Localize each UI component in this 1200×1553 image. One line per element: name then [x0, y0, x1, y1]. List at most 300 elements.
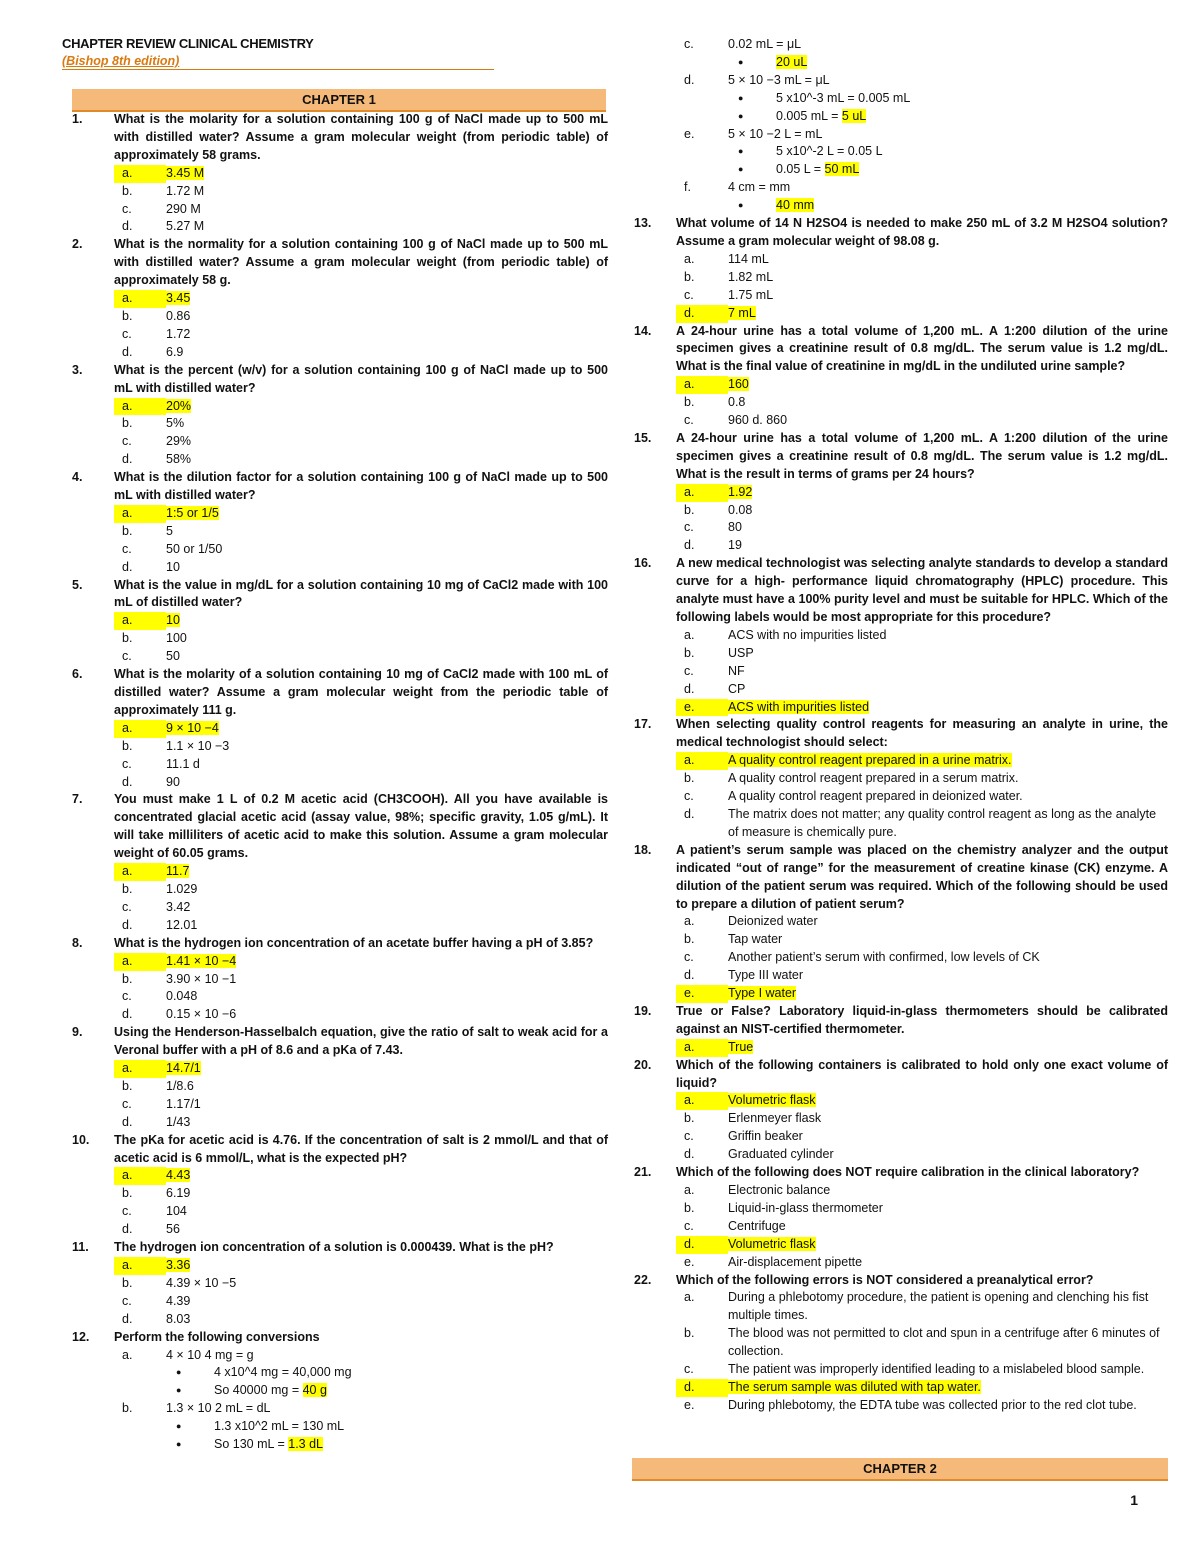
question-number: 3.: [72, 362, 83, 377]
option-letter: d.: [684, 806, 695, 821]
question-number: 15.: [634, 430, 652, 445]
question-number: 13.: [634, 216, 652, 231]
question-number: 1.: [72, 112, 83, 126]
question-number: 11.: [72, 1240, 89, 1255]
answer-option: [634, 627, 1168, 645]
option-letter: a.: [684, 1183, 695, 1197]
question: [634, 215, 1168, 251]
bullet-icon: ●: [738, 56, 744, 67]
option-label: 11.1 d: [166, 756, 200, 771]
option-letter: a.: [684, 1290, 695, 1305]
option-letter: c.: [684, 1362, 694, 1377]
option-letter: a.: [114, 290, 166, 308]
question-number: 14.: [634, 323, 652, 338]
option-letter: f.: [684, 180, 691, 195]
option-text: [166, 1311, 608, 1329]
option-letter: a.: [122, 1347, 133, 1362]
question-text: What is the value in mg/dL for a solution containing 10 mg of CaCl2 made with 100 mL of distilled water?: [114, 577, 608, 610]
option-text: [166, 1078, 608, 1096]
option-text: [728, 699, 1168, 717]
option-text: [728, 1361, 1168, 1379]
option-text: [166, 1400, 608, 1418]
option-text: [728, 967, 1168, 985]
answer-option: [634, 913, 1168, 931]
answer-option: [634, 72, 1168, 90]
option-label: Graduated cylinder: [728, 1147, 834, 1162]
answer-option: [72, 1167, 608, 1185]
option-letter: b.: [684, 395, 695, 410]
question: [72, 1239, 608, 1257]
question-text: A patient’s serum sample was placed on the chemistry analyzer and the output indicated “out of range” for the measurement of creatine kinase (CK) enzyme. A dilution of the patient serum was required. Which of the following should be used to prepare a dilution of patient serum?: [676, 842, 1168, 911]
answer-option: [634, 1254, 1168, 1272]
answer-option: [72, 541, 608, 559]
question: [72, 935, 608, 953]
option-letter: d.: [684, 1147, 695, 1162]
question-text: A 24-hour urine has a total volume of 1,200 mL. A 1:200 dilution of the urine specimen gives a creatinine result of 0.8 mg/dL. The serum value is 1.2 mg/dL. What is the result in terms of grams per 24 hours?: [676, 430, 1168, 481]
question-text: Which of the following containers is calibrated to hold only one exact volume of liquid?: [676, 1057, 1168, 1090]
option-letter: d.: [122, 1007, 133, 1022]
question: [72, 577, 608, 613]
answer-option: [634, 1200, 1168, 1218]
option-label: 8.03: [166, 1311, 191, 1326]
option-letter: a.: [676, 1092, 728, 1110]
answer-option: [72, 433, 608, 451]
highlighted-answer: 4.43: [166, 1168, 191, 1183]
option-letter: e.: [684, 1397, 695, 1412]
answer-option: [634, 949, 1168, 967]
question-number: 21.: [634, 1165, 652, 1180]
option-letter: b.: [684, 771, 695, 786]
answer-option: [72, 398, 608, 416]
option-label: 0.86: [166, 308, 191, 323]
option-text: [728, 412, 1168, 430]
option-text: [728, 1146, 1168, 1164]
answer-option: [72, 1096, 608, 1114]
option-label: CP: [728, 681, 746, 696]
option-label: 4 × 10 4 mg = g: [166, 1347, 254, 1362]
chapter-1-heading: CHAPTER 1: [72, 89, 606, 112]
question-text: The pKa for acetic acid is 4.76. If the concentration of salt is 2 mmol/L and that of acetic acid is 6 mmol/L, what is the expected pH?: [114, 1132, 608, 1165]
bullet-label: So 40000 mg =: [214, 1383, 303, 1398]
option-letter: b.: [122, 971, 133, 986]
option-text: [728, 376, 1168, 394]
option-letter: e.: [676, 985, 728, 1003]
answer-option: [72, 774, 608, 792]
answer-option: [634, 1092, 1168, 1110]
option-letter: c.: [122, 899, 132, 914]
option-text: [166, 988, 608, 1006]
option-text: [166, 648, 608, 666]
option-letter: d.: [122, 774, 133, 789]
answer-option: [72, 1275, 608, 1293]
option-text: [728, 251, 1168, 269]
option-letter: c.: [684, 1218, 694, 1233]
bullet-item: [72, 1418, 608, 1436]
option-label: 0.8: [728, 395, 746, 410]
answer-option: [72, 505, 608, 523]
option-label: 4.39 × 10 −5: [166, 1275, 237, 1290]
bullet-label: 1.3 x10^2 mL = 130 mL: [214, 1419, 345, 1434]
answer-option: [634, 645, 1168, 663]
bullet-item: [72, 1382, 608, 1400]
document-title: CHAPTER REVIEW CLINICAL CHEMISTRY: [62, 36, 314, 51]
bullet-text: [776, 143, 883, 161]
answer-option: [634, 1325, 1168, 1361]
option-text: [728, 1325, 1168, 1361]
option-letter: d.: [684, 681, 695, 696]
answer-option: [72, 917, 608, 935]
option-letter: a.: [676, 752, 728, 770]
question: [634, 1272, 1168, 1290]
bullet-label: 0.05 L =: [776, 162, 825, 177]
question-text: What is the molarity for a solution containing 100 g of NaCl made up to 500 mL with distilled water? Assume a gram molecular weight (from periodic table) of approximately 58 grams.: [114, 112, 608, 162]
option-text: [728, 537, 1168, 555]
highlighted-answer: 20 uL: [776, 54, 808, 69]
option-text: [166, 541, 608, 559]
question-text: What volume of 14 N H2SO4 is needed to make 250 mL of 3.2 M H2SO4 solution? Assume a gram molecular weight of 98.08 g.: [676, 216, 1168, 248]
option-letter: c.: [122, 1293, 132, 1308]
highlighted-answer: The serum sample was diluted with tap water.: [728, 1379, 981, 1394]
highlighted-answer: Volumetric flask: [728, 1236, 816, 1251]
answer-option: [72, 720, 608, 738]
option-letter: b.: [684, 932, 695, 947]
option-label: 0.15 × 10 −6: [166, 1007, 237, 1022]
option-letter: b.: [122, 738, 133, 753]
option-letter: b.: [122, 416, 133, 431]
option-letter: b.: [122, 1275, 133, 1290]
option-label: Erlenmeyer flask: [728, 1111, 822, 1126]
question: [72, 791, 608, 863]
answer-option: [634, 1289, 1168, 1325]
answer-option: [72, 326, 608, 344]
highlighted-answer: 3.36: [166, 1258, 191, 1272]
answer-option: [634, 1039, 1168, 1057]
question-text: What is the normality for a solution containing 100 g of NaCl made up to 500 mL with distilled water? Assume a gram molecular weight (from periodic table) of approximately 58 g.: [114, 237, 608, 288]
answer-option: [72, 971, 608, 989]
option-text: [728, 806, 1168, 842]
option-text: [728, 1379, 1168, 1397]
question: [72, 1132, 608, 1168]
option-text: [166, 971, 608, 989]
option-label: 1.72: [166, 326, 191, 341]
option-text: [166, 1293, 608, 1311]
option-text: [166, 756, 608, 774]
option-label: 5.27 M: [166, 219, 205, 234]
option-text: [728, 269, 1168, 287]
answer-option: [634, 931, 1168, 949]
answer-option: [634, 1146, 1168, 1164]
highlighted-answer: 40 mm: [776, 198, 815, 213]
question: [634, 716, 1168, 752]
option-label: USP: [728, 645, 754, 660]
option-letter: a.: [676, 484, 728, 502]
answer-option: [72, 738, 608, 756]
option-letter: e.: [684, 1254, 695, 1269]
question: [72, 469, 608, 505]
option-label: ACS with no impurities listed: [728, 627, 887, 642]
bullet-icon: ●: [176, 1439, 182, 1450]
option-letter: a.: [684, 627, 695, 642]
option-letter: d.: [122, 1222, 133, 1237]
bullet-icon: ●: [176, 1385, 182, 1396]
option-text: [728, 1182, 1168, 1200]
answer-option: [634, 1182, 1168, 1200]
answer-option: [72, 290, 608, 308]
option-letter: d.: [122, 219, 133, 234]
bullet-text: [214, 1436, 323, 1454]
option-label: The patient was improperly identified leading to a mislabeled blood sample.: [728, 1362, 1145, 1377]
question: [634, 323, 1168, 377]
question-text: What is the percent (w/v) for a solution containing 100 g of NaCl made up to 500 mL with distilled water?: [114, 362, 608, 395]
highlighted-answer: 160: [728, 377, 749, 392]
question-text: The hydrogen ion concentration of a solution is 0.000439. What is the pH?: [114, 1240, 554, 1255]
option-label: 0.02 mL = μL: [728, 37, 802, 51]
option-letter: b.: [122, 1078, 133, 1093]
option-letter: c.: [684, 520, 694, 535]
option-label: 1/8.6: [166, 1078, 194, 1093]
question-number: 19.: [634, 1003, 652, 1018]
highlighted-answer: 5 uL: [841, 108, 867, 123]
question: [634, 1164, 1168, 1182]
right-column: [634, 36, 1168, 1415]
option-text: [728, 627, 1168, 645]
answer-option: [72, 559, 608, 577]
option-text: [166, 433, 608, 451]
highlighted-answer: 1.41 × 10 −4: [166, 953, 237, 968]
answer-option: [634, 519, 1168, 537]
answer-option: [634, 663, 1168, 681]
answer-option: [72, 630, 608, 648]
question-number: 17.: [634, 717, 652, 732]
option-text: [728, 484, 1168, 502]
option-text: [728, 663, 1168, 681]
option-letter: b.: [684, 1326, 695, 1341]
option-letter: a.: [114, 720, 166, 738]
highlighted-answer: 50 mL: [824, 162, 860, 177]
option-text: [166, 917, 608, 935]
bullet-item: [634, 197, 1168, 215]
question: [72, 236, 608, 290]
option-label: A quality control reagent prepared in a serum matrix.: [728, 771, 1019, 786]
highlighted-answer: Type I water: [728, 986, 797, 1001]
question-text: Perform the following conversions: [114, 1329, 320, 1344]
option-text: [728, 179, 1168, 197]
option-text: [728, 752, 1168, 770]
option-text: [166, 290, 608, 308]
option-label: A quality control reagent prepared in deionized water.: [728, 789, 1023, 804]
option-label: 1.17/1: [166, 1096, 201, 1111]
answer-option: [72, 1400, 608, 1418]
question: [634, 430, 1168, 484]
answer-option: [634, 1361, 1168, 1379]
question: [634, 1057, 1168, 1093]
option-letter: c.: [122, 649, 132, 664]
answer-option: [72, 451, 608, 469]
option-text: [728, 519, 1168, 537]
bullet-item: [634, 90, 1168, 108]
option-letter: a.: [684, 914, 695, 929]
option-text: [166, 881, 608, 899]
question-number: 18.: [634, 842, 652, 857]
question-text: Using the Henderson-Hasselbalch equation, give the ratio of salt to weak acid for a Veronal buffer with a pH of 8.6 and a pKa of 7.43.: [114, 1025, 608, 1058]
option-label: 100: [166, 631, 187, 646]
highlighted-answer: Volumetric flask: [728, 1093, 816, 1108]
option-letter: c.: [684, 789, 694, 804]
option-text: [728, 1254, 1168, 1272]
option-letter: c.: [122, 434, 132, 449]
option-text: [728, 913, 1168, 931]
answer-option: [72, 1060, 608, 1078]
answer-option: [72, 523, 608, 541]
option-letter: c.: [122, 541, 132, 556]
question: [72, 111, 608, 165]
option-text: [728, 305, 1168, 323]
answer-option: [72, 988, 608, 1006]
bullet-text: [214, 1364, 352, 1382]
option-label: 104: [166, 1204, 187, 1219]
answer-option: [634, 36, 1168, 54]
bullet-label: So 130 mL =: [214, 1437, 289, 1452]
option-text: [166, 559, 608, 577]
answer-option: [72, 183, 608, 201]
question-text: When selecting quality control reagents for measuring an analyte in urine, the medical technologist should select:: [676, 717, 1168, 750]
question-number: 2.: [72, 237, 83, 252]
option-letter: a.: [114, 1257, 166, 1275]
highlighted-answer: 1.92: [728, 484, 753, 499]
option-letter: a.: [114, 612, 166, 630]
bullet-text: [776, 54, 807, 72]
option-label: Type III water: [728, 968, 804, 983]
answer-option: [72, 612, 608, 630]
option-letter: d.: [684, 538, 695, 553]
answer-option: [72, 1078, 608, 1096]
option-text: [728, 681, 1168, 699]
question: [72, 1329, 608, 1347]
option-letter: b.: [122, 881, 133, 896]
option-label: 1.82 mL: [728, 269, 774, 284]
option-letter: c.: [684, 663, 694, 678]
option-letter: d.: [676, 305, 728, 323]
question-number: 20.: [634, 1057, 652, 1072]
option-label: During a phlebotomy procedure, the patient is opening and clenching his fist multiple times.: [728, 1290, 1149, 1323]
option-label: 56: [166, 1222, 180, 1237]
bullet-item: [72, 1364, 608, 1382]
option-text: [728, 1092, 1168, 1110]
option-label: 290 M: [166, 201, 201, 216]
option-text: [166, 1006, 608, 1024]
question-text: Which of the following does NOT require calibration in the clinical laboratory?: [676, 1165, 1140, 1180]
option-label: 6.19: [166, 1186, 191, 1201]
option-letter: c.: [684, 37, 694, 51]
question: [72, 666, 608, 720]
bullet-text: [776, 108, 866, 126]
option-text: [166, 183, 608, 201]
option-letter: a.: [114, 1167, 166, 1185]
option-letter: c.: [122, 756, 132, 771]
option-text: [166, 1114, 608, 1132]
option-letter: a.: [114, 953, 166, 971]
bullet-text: [214, 1382, 327, 1400]
option-text: [166, 1221, 608, 1239]
question-text: You must make 1 L of 0.2 M acetic acid (CH3COOH). All you have available is concentrated glacial acetic acid (assay value, 98%; specific gravity, 1.05 g/mL). It will take milliliters of acetic acid to make this solution. Assume a gram molecular weight of 60.05 grams.: [114, 792, 608, 861]
option-text: [166, 863, 608, 881]
bullet-label: 5 x10^-3 mL = 0.005 mL: [776, 90, 911, 105]
answer-option: [634, 1218, 1168, 1236]
option-text: [728, 788, 1168, 806]
bullet-label: 0.005 mL =: [776, 108, 842, 123]
answer-option: [72, 1221, 608, 1239]
option-text: [166, 218, 608, 236]
answer-option: [634, 394, 1168, 412]
answer-option: [72, 863, 608, 881]
option-letter: b.: [122, 308, 133, 323]
option-label: 50 or 1/50: [166, 541, 223, 556]
option-text: [166, 398, 608, 416]
answer-option: [634, 752, 1168, 770]
option-text: [728, 287, 1168, 305]
option-label: 6.9: [166, 344, 184, 359]
bullet-item: [634, 161, 1168, 179]
question-number: 16.: [634, 556, 652, 571]
answer-option: [72, 415, 608, 433]
option-label: Deionized water: [728, 914, 818, 929]
option-text: [166, 1203, 608, 1221]
option-text: [166, 899, 608, 917]
option-text: [166, 201, 608, 219]
bullet-text: [776, 90, 910, 108]
option-letter: a.: [114, 505, 166, 523]
option-text: [166, 326, 608, 344]
option-label: 0.08: [728, 502, 753, 517]
option-label: Liquid-in-glass thermometer: [728, 1200, 883, 1215]
highlighted-answer: ACS with impurities listed: [728, 699, 870, 714]
option-text: [166, 308, 608, 326]
answer-option: [72, 1311, 608, 1329]
option-letter: b.: [684, 502, 695, 517]
highlighted-answer: 11.7: [166, 864, 190, 879]
option-letter: e.: [676, 699, 728, 717]
option-text: [166, 612, 608, 630]
option-text: [166, 1096, 608, 1114]
option-text: [728, 1200, 1168, 1218]
answer-option: [634, 179, 1168, 197]
answer-option: [634, 681, 1168, 699]
option-text: [166, 165, 608, 183]
highlighted-answer: 10: [166, 613, 180, 628]
option-label: 1/43: [166, 1114, 191, 1129]
option-letter: b.: [122, 1401, 133, 1416]
answer-option: [72, 1293, 608, 1311]
question-number: 4.: [72, 470, 83, 485]
question-number: 22.: [634, 1272, 652, 1287]
option-text: [728, 770, 1168, 788]
bullet-icon: ●: [738, 92, 744, 103]
option-text: [728, 502, 1168, 520]
page-number: 1: [1130, 1492, 1138, 1508]
question-number: 12.: [72, 1329, 90, 1344]
option-label: 1.3 × 10 2 mL = dL: [166, 1401, 271, 1416]
question-text: What is the hydrogen ion concentration of an acetate buffer having a pH of 3.85?: [114, 935, 594, 950]
answer-option: [634, 484, 1168, 502]
option-label: The blood was not permitted to clot and spun in a centrifuge after 6 minutes of collection.: [728, 1326, 1160, 1359]
question-number: 9.: [72, 1025, 83, 1040]
answer-option: [72, 218, 608, 236]
option-text: [166, 1275, 608, 1293]
option-letter: a.: [114, 165, 166, 183]
option-label: 29%: [166, 434, 192, 449]
option-label: 12.01: [166, 917, 198, 932]
left-column: [72, 111, 608, 1454]
